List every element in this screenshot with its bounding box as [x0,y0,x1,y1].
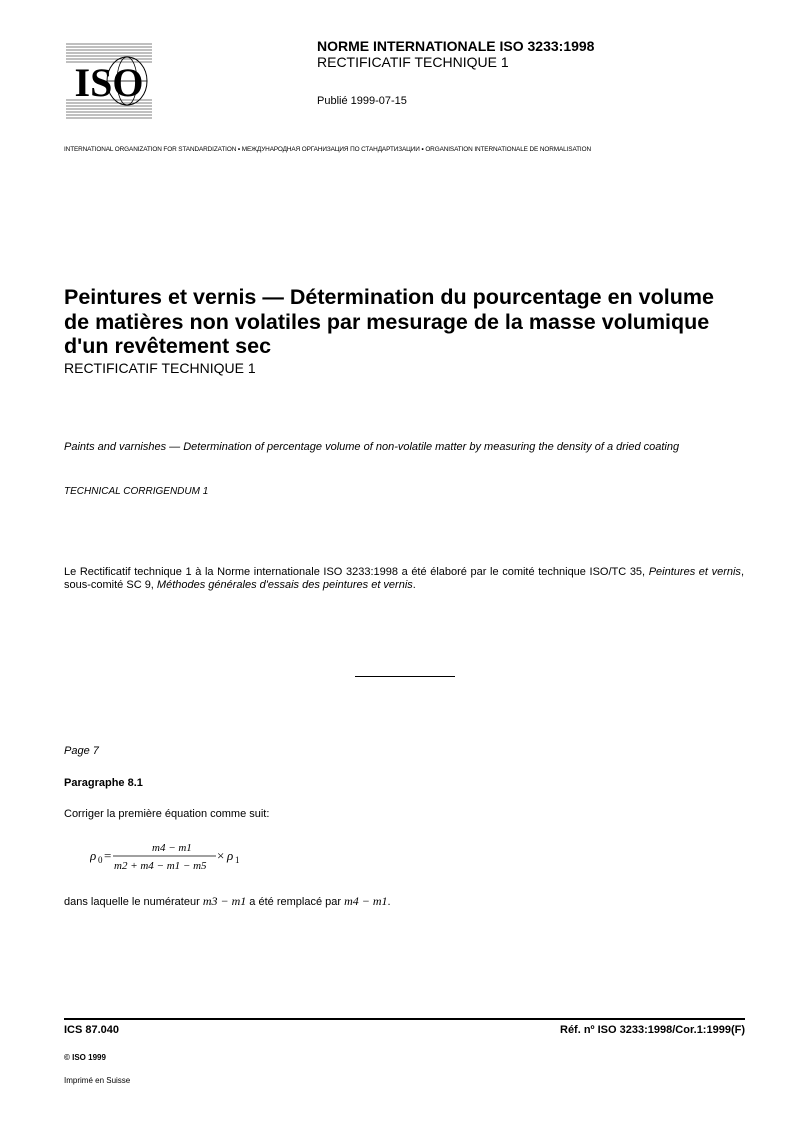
equation-rhs-subscript: 1 [235,855,240,865]
note-text: a été remplacé par [246,896,345,908]
paragraph-reference: Paragraphe 8.1 [64,777,143,789]
equation-lhs: ρ [90,848,97,863]
equation-numerator: m4 − m1 [152,842,192,854]
new-numerator: m4 − m1 [344,894,388,908]
iso-logo [64,42,154,120]
org-name-en: INTERNATIONAL ORGANIZATION FOR STANDARDIZATION [64,146,237,153]
printed-in: Imprimé en Suisse [64,1076,131,1085]
document-reference: Réf. nº ISO 3233:1998/Cor.1:1999(F) [560,1024,745,1036]
note-text: dans laquelle le numérateur [64,896,203,908]
correction-instruction: Corriger la première équation comme suit: [64,808,270,820]
document-title-fr: Peintures et vernis — Détermination du pourcentage en volume de matières non volatiles par mesurage de la masse volumique d'un revêtement sec [64,285,714,358]
corrected-equation [90,836,290,876]
old-numerator: m3 − m1 [202,894,247,908]
org-name-ru: МЕЖДУНАРОДНАЯ ОРГАНИЗАЦИЯ ПО СТАНДАРТИЗАЦИИ [241,146,420,153]
corrigendum-heading-en: TECHNICAL CORRIGENDUM 1 [64,486,209,497]
corrigendum-label: RECTIFICATIF TECHNIQUE 1 [317,54,509,70]
standard-title: NORME INTERNATIONALE ISO 3233:1998 [317,38,595,54]
footer-rule [64,1018,745,1020]
publication-date: Publié 1999-07-15 [317,95,407,107]
intro-subcommittee-name: Méthodes générales d'essais des peintures et vernis [156,579,413,591]
intro-committee-name: Peintures et vernis [648,566,741,578]
equation-times: × [217,848,225,863]
org-bullet: • [421,146,424,153]
org-bullet: • [237,146,241,153]
document-title-en: Paints and varnishes — Determination of percentage volume of non-volatile matter by measuring the density of a dried coating [64,441,680,453]
intro-text: , sous-comité SC 9, [64,566,744,591]
equation-rhs: ρ [227,848,234,863]
separator-rule [355,676,455,677]
corrigendum-heading-fr: RECTIFICATIF TECHNIQUE 1 [64,360,256,376]
intro-text: . [412,579,416,591]
copyright-notice: © ISO 1999 [64,1053,106,1062]
organization-line [64,146,591,153]
iso-logo-text: ISO [74,60,144,105]
intro-paragraph [64,566,744,592]
ics-code: ICS 87.040 [64,1024,120,1036]
equation-denominator: m2 + m4 − m1 − m5 [114,860,207,872]
page-reference: Page 7 [64,745,99,757]
equation-lhs-subscript: 0 [98,855,103,865]
org-name-fr: ORGANISATION INTERNATIONALE DE NORMALISATION [425,146,591,153]
note-text: . [387,896,391,908]
intro-text: Le Rectificatif technique 1 à la Norme internationale ISO 3233:1998 a été élaboré par le comité technique ISO/TC 35, [64,566,649,578]
equation-equals: = [104,848,112,863]
correction-note [64,894,391,909]
